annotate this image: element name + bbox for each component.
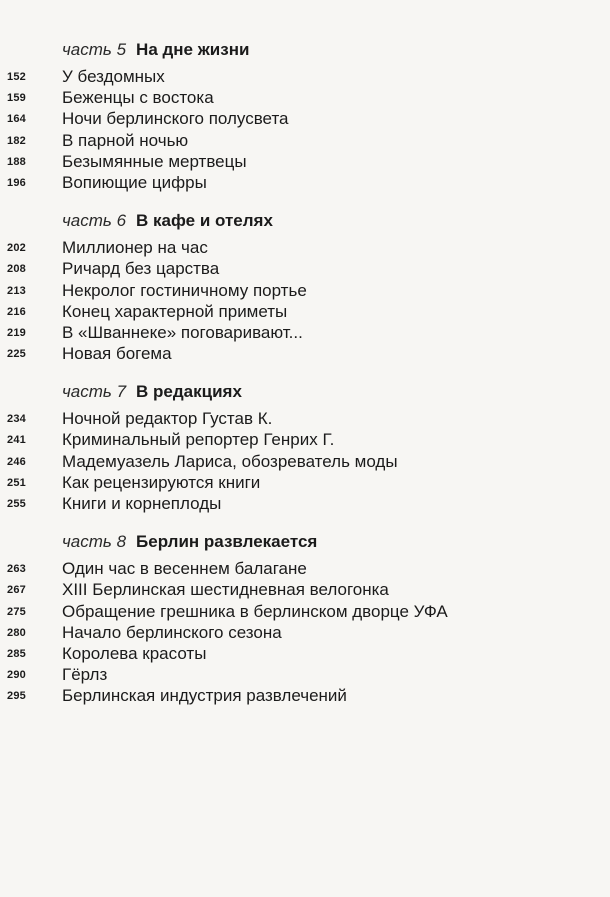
toc-part-8 (0, 530, 610, 706)
toc-entry[interactable] (0, 87, 610, 108)
entry-title: Ричард без царства (62, 259, 220, 279)
entry-title: Мадемуазель Лариса, обозреватель моды (62, 451, 398, 471)
page-number: 152 (7, 71, 26, 83)
entry-title: Безымянные мертвецы (62, 151, 247, 171)
entry-title: Как рецензируются книги (62, 472, 261, 492)
page-number: 255 (7, 498, 26, 510)
entry-title: Берлинская индустрия развлечений (62, 686, 347, 706)
entry-title: Обращение грешника в берлинском дворце УФА (62, 601, 448, 621)
part-heading (0, 530, 610, 558)
part-title: На дне жизни (136, 40, 250, 59)
entry-title: В парной ночью (62, 130, 189, 150)
page-number: 188 (7, 155, 26, 168)
entry-title: Криминальный репортер Генрих Г. (62, 430, 335, 450)
entry-title: Вопиющие цифры (62, 172, 207, 192)
page-number: 216 (7, 305, 26, 318)
toc-part-5 (0, 38, 610, 193)
toc-entry[interactable] (0, 685, 610, 706)
toc-entry[interactable] (0, 66, 610, 87)
toc-entry[interactable] (0, 151, 610, 172)
toc-entry[interactable] (0, 643, 610, 664)
entry-title: Гёрлз (62, 665, 108, 685)
page-number: 295 (7, 690, 26, 703)
entry-title: Начало берлинского сезона (62, 622, 282, 642)
entry-title: Новая богема (62, 344, 172, 364)
entry-title: Книги и корнеплоды (62, 494, 222, 513)
page-number: 241 (7, 434, 26, 447)
toc-entry[interactable] (0, 472, 610, 493)
toc-entry[interactable] (0, 601, 610, 622)
page-number: 196 (7, 176, 26, 189)
part-label: часть 8 (62, 532, 127, 552)
page-number: 280 (7, 626, 26, 639)
entry-title: У бездомных (62, 67, 165, 86)
entry-title: Ночной редактор Густав К. (62, 409, 273, 429)
part-heading (0, 380, 610, 408)
part-label: часть 6 (62, 211, 127, 231)
part-title: Берлин развлекается (136, 532, 318, 552)
page-number: 202 (7, 242, 26, 255)
entry-title: Некролог гостиничному портье (62, 280, 307, 300)
page-number: 208 (7, 263, 26, 276)
entry-title: Королева красоты (62, 643, 207, 663)
part-label: часть 7 (62, 382, 127, 402)
toc-part-7 (0, 380, 610, 514)
entry-title: Беженцы с востока (62, 88, 214, 108)
page-number: 213 (7, 284, 26, 297)
part-title: В кафе и отелях (136, 211, 273, 231)
entry-title: Миллионер на час (62, 238, 208, 258)
toc-entry[interactable] (0, 301, 610, 322)
page-number: 251 (7, 476, 26, 489)
toc-entry[interactable] (0, 579, 610, 600)
page-number: 285 (7, 647, 26, 660)
toc-entry[interactable] (0, 408, 610, 429)
page-number: 182 (7, 134, 26, 147)
page-number: 219 (7, 326, 26, 339)
table-of-contents (0, 38, 610, 723)
toc-entry[interactable] (0, 343, 610, 364)
page-number: 267 (7, 584, 26, 597)
toc-entry[interactable] (0, 322, 610, 343)
toc-entry[interactable] (0, 258, 610, 279)
entry-title: Конец характерной приметы (62, 301, 288, 321)
entry-title: Ночи берлинского полусвета (62, 109, 289, 129)
page-number: 246 (7, 455, 26, 468)
toc-entry[interactable] (0, 172, 610, 193)
toc-entry[interactable] (0, 558, 610, 579)
toc-entry[interactable] (0, 429, 610, 450)
page-number: 234 (7, 413, 26, 426)
toc-entry[interactable] (0, 130, 610, 151)
part-heading (0, 209, 610, 237)
page-number: 159 (7, 92, 26, 105)
entry-title: Один час в весеннем балагане (62, 559, 307, 579)
entry-title: XIII Берлинская шестидневная велогонка (62, 580, 389, 600)
toc-entry[interactable] (0, 493, 610, 514)
page-number: 263 (7, 563, 26, 576)
toc-entry[interactable] (0, 108, 610, 129)
page-number: 290 (7, 669, 26, 682)
page-number: 164 (7, 113, 26, 126)
part-label: часть 5 (62, 40, 127, 59)
page-number: 275 (7, 605, 26, 618)
toc-entry[interactable] (0, 622, 610, 643)
page-number: 225 (7, 348, 26, 361)
toc-entry[interactable] (0, 451, 610, 472)
part-heading (0, 38, 610, 66)
part-title: В редакциях (136, 382, 242, 402)
toc-entry[interactable] (0, 237, 610, 258)
toc-entry[interactable] (0, 280, 610, 301)
entry-title: В «Шваннеке» поговаривают... (62, 322, 303, 342)
toc-part-6 (0, 209, 610, 364)
toc-entry[interactable] (0, 664, 610, 685)
